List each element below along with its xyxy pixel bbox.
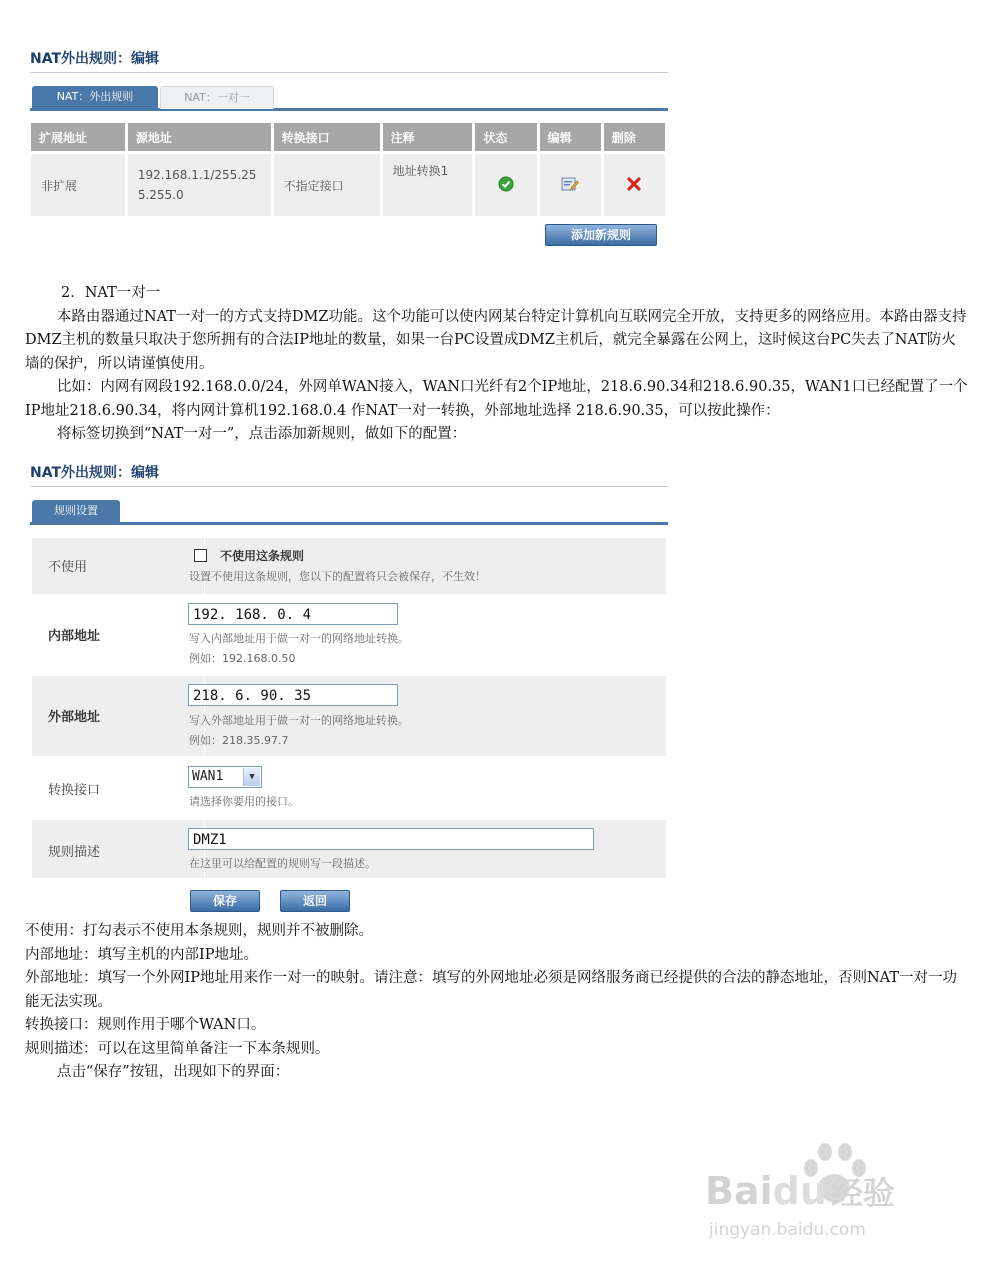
example-internal: 例如：192.168.0.50: [189, 652, 296, 665]
rules-table-header: [31, 123, 665, 151]
doc-paragraph-2: 比如：内网有网段192.168.0.0/24，外网单WAN接入，WAN口光纤有2个IP地址，218.6.90.34和218.6.90.35，WAN1口已经配置了一个IP地址218.6.90.34，将内网计算机192.168.0.4 作NAT一对一转换，外部地址选择 218.6.90.35，可以按此操作：: [25, 379, 968, 419]
panel2-title: NAT外出规则：编辑: [30, 465, 160, 481]
cell-comment: 地址转换1: [383, 154, 473, 216]
cell-delete[interactable]: [604, 154, 665, 216]
interface-select-value: WAN1: [192, 769, 224, 784]
panel1-title: NAT外出规则：编辑: [30, 51, 160, 67]
col-ext-address: 扩展地址: [31, 123, 125, 151]
form-row-interface: [32, 758, 666, 818]
col-source-address: 源地址: [128, 123, 271, 151]
delete-x-icon[interactable]: [626, 176, 642, 192]
col-interface: 转换接口: [274, 123, 380, 151]
baidu-watermark: [697, 1138, 947, 1248]
label-disable: 不使用: [48, 560, 88, 575]
panel2-tabbar: [30, 500, 668, 525]
disable-rule-checkbox[interactable]: [194, 549, 207, 562]
col-comment: 注释: [383, 123, 473, 151]
cell-source-line2: 5.255.0: [137, 188, 184, 202]
tab-nat-outbound[interactable]: NAT：外出规则: [32, 86, 158, 108]
tab-rule-settings[interactable]: 规则设置: [32, 500, 120, 522]
internal-address-input[interactable]: 192. 168. 0. 4: [188, 603, 398, 625]
panel1-tabbar: [30, 86, 668, 111]
add-rule-button[interactable]: 添加新规则: [545, 224, 657, 246]
panel2-title-rule: [30, 486, 668, 487]
table-row: [31, 154, 665, 216]
back-button[interactable]: 返回: [280, 890, 350, 912]
section-heading: 2．NAT一对一: [61, 285, 161, 301]
doc-line-disable: 不使用：打勾表示不使用本条规则，规则并不被删除。: [25, 923, 373, 939]
hint-external: 写入外部地址用于做一对一的网络地址转换。: [189, 714, 409, 727]
watermark-url: jingyan.baidu.com: [709, 1220, 866, 1240]
doc-line-interface: 转换接口：规则作用于哪个WAN口。: [25, 1017, 266, 1033]
doc-line-description: 规则描述：可以在这里简单备注一下本条规则。: [25, 1040, 330, 1057]
doc-paragraph-3: 将标签切换到“NAT一对一”，点击添加新规则，做如下的配置：: [56, 426, 467, 442]
watermark-brand: Baidu 经验: [705, 1169, 895, 1213]
form-row-disable: [32, 538, 666, 594]
cell-status: [475, 154, 536, 216]
hint-disable: 设置不使用这条规则，您以下的配置将只会被保存，不生效！: [189, 570, 486, 583]
cell-source-address: [128, 154, 271, 216]
checkbox-label-disable: 不使用这条规则: [220, 549, 305, 563]
doc-paragraph-1: 本路由器通过NAT一对一的方式支持DMZ功能。这个功能可以使内网某台特定计算机向互联网完全开放，支持更多的网络应用。本路由器支持DMZ主机的数量只取决于您所拥有的合法IP地址的数量，如果一台PC设置成DMZ主机后，就完全暴露在公网上，这时候这台PC失去了NAT防火墙的保护，所以请谨慎使用。: [25, 308, 967, 372]
doc-line-external: 外部地址：填写一个外网IP地址用来作一对一的映射。请注意：填写的外网地址必须是网络服务商已经提供的合法的静态地址，否则NAT一对一功能无法实现。: [25, 970, 958, 1010]
hint-internal: 写入内部地址用于做一对一的网络地址转换。: [189, 632, 409, 645]
label-interface: 转换接口: [48, 783, 101, 798]
panel1-title-rule: [30, 72, 668, 73]
cell-source-line1: 192.168.1.1/255.25: [137, 168, 257, 182]
label-external-address: 外部地址: [48, 710, 101, 725]
rules-table: [28, 120, 668, 219]
doc-line-save: 点击“保存”按钮，出现如下的界面：: [56, 1064, 290, 1080]
doc-line-internal: 内部地址：填写主机的内部IP地址。: [25, 946, 258, 963]
example-external: 例如：218.35.97.7: [189, 734, 289, 747]
cell-edit[interactable]: [540, 154, 601, 216]
edit-icon[interactable]: [561, 176, 579, 192]
col-edit: 编辑: [540, 123, 601, 151]
row-divider: [204, 538, 205, 594]
interface-select[interactable]: [188, 766, 262, 788]
doc-section-2: [25, 920, 970, 1085]
cell-interface: 不指定接口: [274, 154, 380, 216]
hint-description: 在这里可以给配置的规则写一段描述。: [189, 857, 376, 870]
label-description: 规则描述: [48, 845, 101, 860]
external-address-input[interactable]: 218. 6. 90. 35: [188, 684, 398, 706]
col-status: 状态: [475, 123, 536, 151]
chevron-down-icon[interactable]: ▼: [243, 768, 260, 786]
description-input[interactable]: DMZ1: [188, 828, 594, 850]
save-button[interactable]: 保存: [190, 890, 260, 912]
label-internal-address: 内部地址: [48, 629, 101, 644]
doc-section-1: [25, 282, 970, 447]
hint-interface: 请选择你要用的接口。: [189, 795, 299, 808]
col-delete: 删除: [604, 123, 665, 151]
tab-nat-one-to-one[interactable]: NAT：一对一: [160, 86, 274, 109]
cell-ext-address: 非扩展: [31, 154, 125, 216]
check-circle-icon: [498, 176, 514, 192]
